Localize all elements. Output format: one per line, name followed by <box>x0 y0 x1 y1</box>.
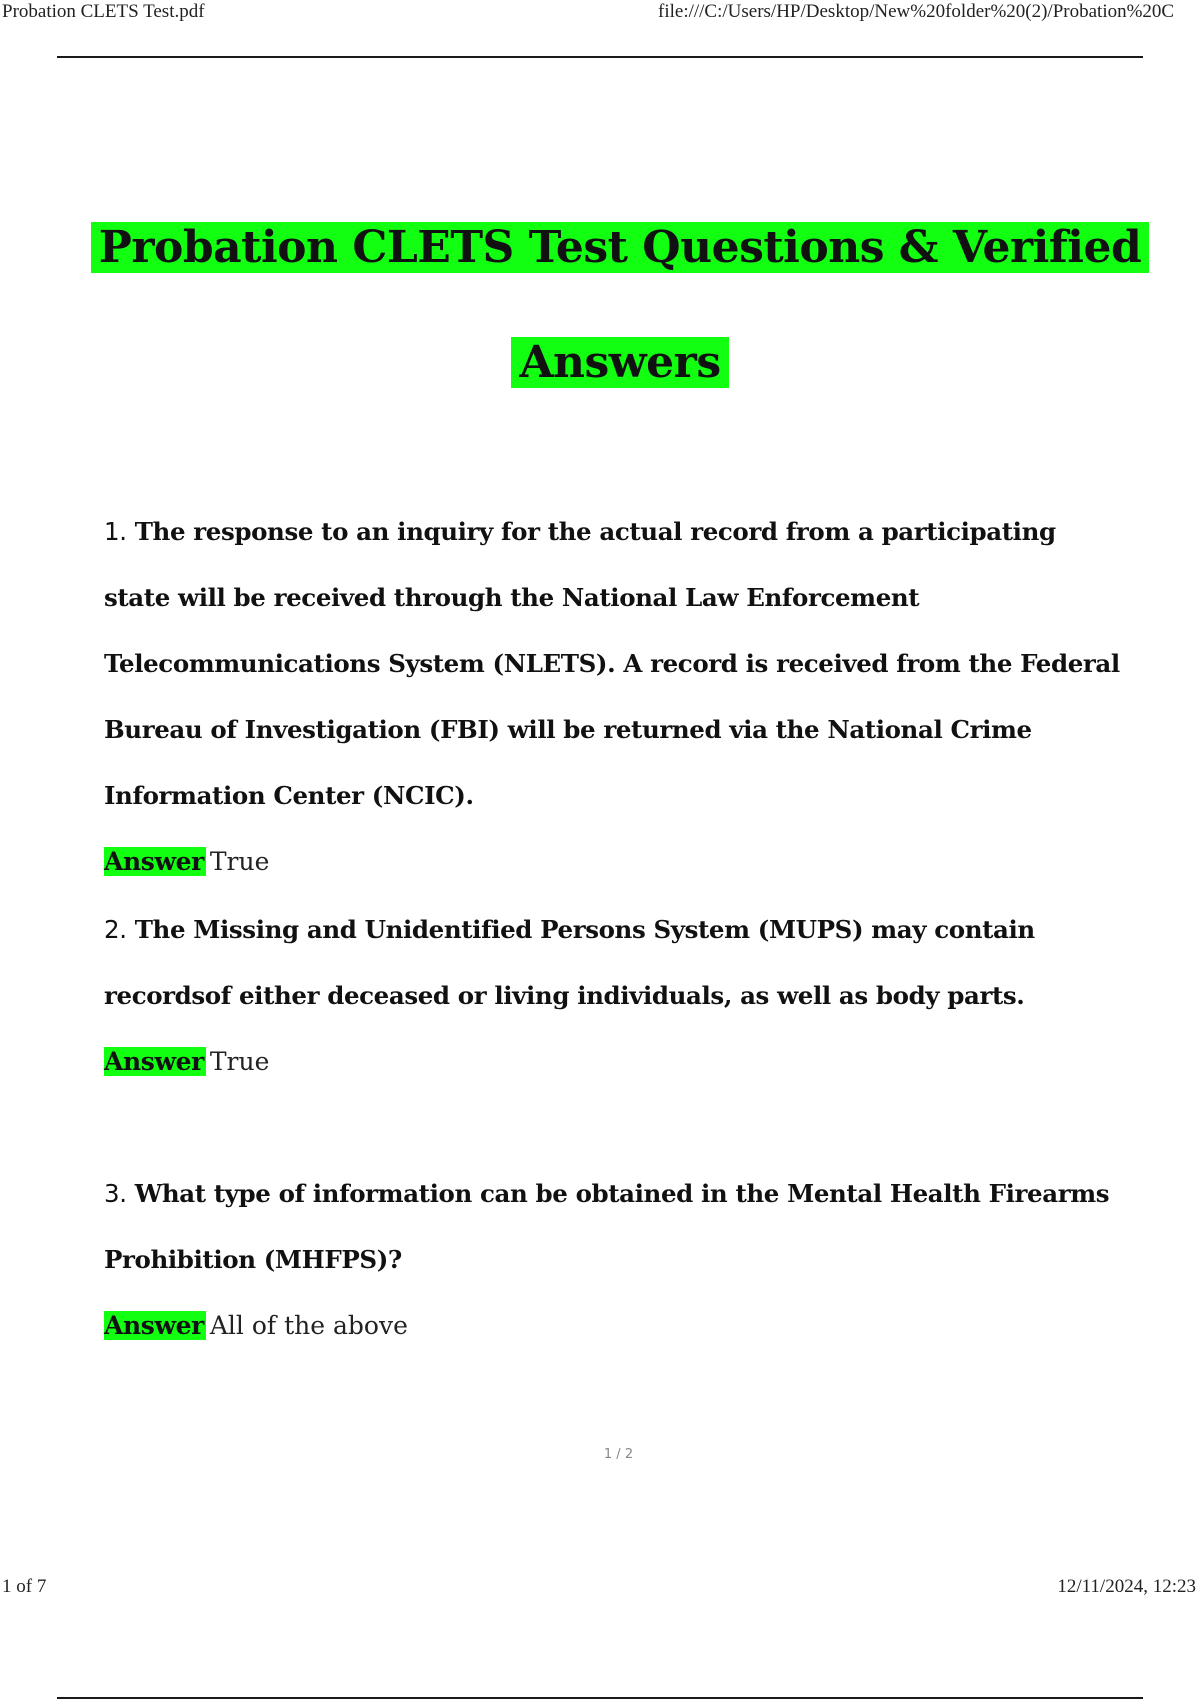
answer-value: True <box>209 1047 270 1076</box>
print-footer-datetime: 12/11/2024, 12:23 <box>1057 1576 1196 1597</box>
page-title <box>60 190 1180 420</box>
print-header <box>0 0 1200 26</box>
question-2-body: The Missing and Unidentified Persons System (MUPS) may contain recordsof either deceased or living individuals, as well as body parts. <box>104 915 1035 1010</box>
bottom-divider <box>57 1697 1143 1699</box>
question-1-number: 1. <box>104 517 127 546</box>
question-2 <box>104 897 1124 1095</box>
top-divider <box>57 56 1143 58</box>
question-1-text <box>104 499 1124 829</box>
question-1-body: The response to an inquiry for the actual record from a participating state will be received through the National Law Enforcement Telecommunications System (NLETS). A record is received from the Federal Bureau of Investigation (FBI) will be returned via the National Crime Information Center (NCIC). <box>104 517 1120 810</box>
print-footer <box>0 1576 1200 1602</box>
answer-label: Answer <box>104 1311 204 1340</box>
title-line-1: Probation CLETS Test Questions & Verified <box>91 222 1150 273</box>
question-3-text <box>104 1161 1124 1293</box>
question-1 <box>104 499 1124 895</box>
question-3 <box>104 1161 1124 1359</box>
question-2-text <box>104 897 1124 1029</box>
print-footer-page-of: 1 of 7 <box>2 1576 47 1597</box>
answer-value: All of the above <box>209 1311 408 1340</box>
print-header-file-path: file:///C:/Users/HP/Desktop/New%20folder%20(2)/Probation%20C <box>658 1 1175 22</box>
question-2-answer <box>104 1029 1124 1095</box>
answer-label: Answer <box>104 1047 204 1076</box>
answer-label: Answer <box>104 847 204 876</box>
question-2-number: 2. <box>104 915 127 944</box>
question-3-answer <box>104 1293 1124 1359</box>
question-3-body: What type of information can be obtained in the Mental Health Firearms Prohibition (MHFPS)? <box>104 1179 1110 1274</box>
page-counter: 1 / 2 <box>603 1447 634 1462</box>
question-1-answer <box>104 829 1124 895</box>
answer-value: True <box>209 847 270 876</box>
question-3-number: 3. <box>104 1179 127 1208</box>
print-header-doc-name: Probation CLETS Test.pdf <box>2 1 205 22</box>
title-line-2: Answers <box>511 337 728 388</box>
